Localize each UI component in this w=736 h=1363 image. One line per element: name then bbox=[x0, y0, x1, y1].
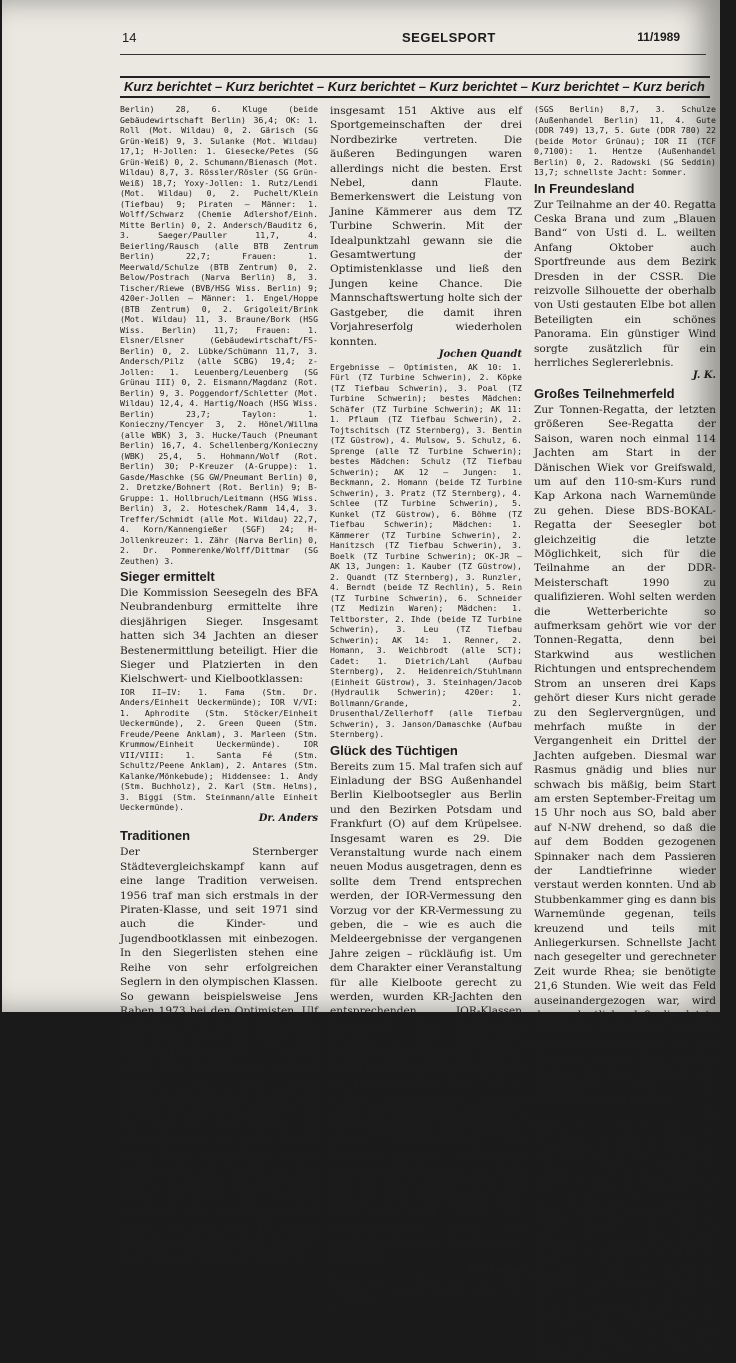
page-number: 14 bbox=[122, 30, 137, 45]
results-block: Ergebnisse – Optimisten, AK 10: 1. Fürl (TZ Turbine Schwerin), 2. Köpke (TZ Tiefbau Schwerin), 3. Poal (TZ Turbine Schwerin); bestes Mädchen: Schäfer (TZ Turbine Schwerin); AK 11: 1. Pflaum (TZ Tiefbau Schwerin), 2. Tojtschitsch (TZ Sternberg), 3. Bentin (TZ Güstrow), 4. Mulsow, 5. Schulz, 6. Sprenge (alle TZ Turbine Schwerin); bestes Mädchen: Schulz (TZ Tiefbau Schwerin); AK 12 – Jungen: 1. Beckmann, 2. Homann (beide TZ Turbine Schwerin), 3. Pratz (TZ Sternberg), 4. Schlee (TZ Turbine Schwerin), 5. Kunkel (TZ Güstrow), 6. Böhme (TZ Tiefbau Schwerin); Mädchen: 1. Kämmerer (TZ Turbine Schwerin), 2. Hanitzsch (TZ Tiefbau Schwerin), 3. Boelk (TZ Turbine Schwerin); OK-JR – AK 13, Jungen: 1. Kauber (TZ Güstrow), 2. Quandt (TZ Sternberg), 3. Runzler, 4. Berndt (beide TZ Rechlin), 5. Rein (TZ Turbine Schwerin), 6. Schneider (TZ Medizin Waren); Mädchen: 1. Teltborster, 2. Ihde (beide TZ Turbine Schwerin), 3. Leu (TZ Tiefbau Schwerin); AK 14: 1. Renner, 2. Homann, 3. Weichbrodt (alle SCT); Cadet: 1. Dietrich/Lahl (Aufbau Sternberg), 2. Heidenreich/Stuhlmann (Einheit Güstrow), 3. Steinhagen/Jacob (Hydraulik Schwerin); 420er: 1. Bollmann/Grande, 2. Drusenthal/Zellerhoff (alle Tiefbau Schwerin), 3. Janson/Damaschke (Aufbau Sternberg). bbox=[330, 361, 522, 739]
article-paragraph: insgesamt 151 Aktive aus elf Sportgemeinschaften der drei Nordbezirke vertreten. Die äußeren Bedingungen waren allerdings nicht die besten. Erst Nebel, dann Flaute. Bemerkenswert die Leistung von Janine Kämmerer aus dem TZ Turbine Schwerin. Mit der Idealpunktzahl gewann sie die Gesamtwertung der Optimistenklasse und ließ den Jungen keine Chance. Die Mannschaftswertung holte sich der Gastgeber, die damit ihren Vorjahreserfolg wiederholen konnten. bbox=[330, 105, 522, 348]
headline-glueck-des-tuechtigen: Glück des Tüchtigen bbox=[330, 742, 458, 758]
author-signature: Ju bbox=[703, 1108, 716, 1120]
article-paragraph: Zur Tonnen-Regatta, der letzten größeren See-Regatta der Saison, waren noch einmal 114 Jachten am Start in der Dänischen Wiek vor Greifswald, um auf den 110-sm-Kurs rund Kap Arkona nach Warnemünde zu gehen. Diese BDS-BOKAL-Regatta der Seesegler bot gleichzeitig die letzte Möglichkeit, sich für die Teilnahme an der DDR-Meisterschaft 1990 zu qualifizieren. Wohl selten werden die Wetterberichte so aufmerksam gehört wie vor der Tonnen-Regatta, denn bei Starkwind aus westlichen Richtungen und entsprechendem Strom an unseren drei Kaps gehört dieser Kurs nicht gerade zu den Seglervergnügen, und mehrfach mußte in der Vergangenheit ein Drittel der Jachten aufgeben. Diesmal war Rasmus gnädig und blies nur schwach bis mäßig, beim Start am ersten September-Freitag um 15 Uhr noch aus SO, bald aber auf N-NW drehend, so daß die auf dem Bodden gezogenen Spinnaker nach dem Passieren der Landtiefrinne wieder verstaut werden konnten. Und ab Stubbenkammer ging es dann bis Warnemünde gegenan, teils kreuzend und teils mit Anliegerkursen. Schnellste Jacht nach gesegelter und gerechneter Zeit wurde Rhea; sie benötigte 21,6 Stunden. Wie weit das Feld auseinandergezogen war, wird daran deutlich, daß die letzte Hiddensee zehneinhalb Stunden nach der ersten ankam. Nach 30 Stunden waren die meisten Jachten im Ziel, während die Nachzügler erst am Sonntagmorgen eintrafen. bbox=[534, 403, 716, 1108]
headline-sieger-ermittelt: Sieger ermittelt bbox=[120, 569, 215, 584]
results-block: (SGS Berlin) 8,7, 3. Schulze (Außenhandel Berlin) 11, 4. Gute (DDR 749) 13,7, 5. Gute (DDR 780) 22 (beide Motor Grünau); IOR II (TCF 0,7100): 1. Hentze (Außenhandel Berlin) 0, 2. Radowski (SG Seddin) 13,7; schnellste Jacht: Sommer. bbox=[534, 104, 716, 177]
headline-grosses-teilnehmerfeld: Großes Teilnehmerfeld bbox=[534, 385, 675, 401]
header-rule bbox=[120, 54, 706, 55]
headline-traditionen: Traditionen bbox=[120, 828, 191, 844]
article-paragraph: Der Sternberger Städtevergleichskampf kann auf eine lange Tradition verweisen. 1956 traf man sich erstmals in der Piraten-Klasse, und seit 1971 sind auch die Kinder- und Jugendbootklassen mit einbezogen. In den Siegerlisten stehen eine Reihe von sehr erfolgreichen Seglern in den olympischen Klassen. So gewann beispielsweise Jens Raben 1973 bei den Optimisten, Ulf Lehmann 1974 in der 420er-Jolle, Jörg Rettig 1977 im Cadet und Junioren-Europameister Jürgen Knuth 1980 bei den Optis. Auch in diesem Jahr war diese Traditionsveranstaltung wieder gut besetzt. Bei den Optis gingen 66, im OK und bei den 420ern 41 beziehungsweise 14 Boote an den Start. Nicht befriedigen können dagegen die acht Starter bei den Cadets. In diesem Zusammenhang taucht die Frage auf: Welchen sportlichen Weg können die Kinder gehen, die aus dem TZ in die Sektionen zurückdelegiert werden? In diesem Jahr waren in Sternberg bbox=[120, 846, 318, 1262]
results-block: Ergebnisse – IOR-Klasse I (TCF 0,7100): 1. Sommer (Motor Grünau) 0, 2. Hoffmann bbox=[330, 1276, 522, 1308]
column-3 bbox=[534, 104, 716, 1363]
issue-number: 11/1989 bbox=[637, 30, 680, 44]
author-signature: Dr. Anders bbox=[258, 812, 318, 824]
article-paragraph: Die Kommission Seesegeln des BFA Neubrandenburg ermittelte ihre diesjährigen Sieger. Insgesamt hatten sich 34 Jachten an dieser Bestenermittlung beteiligt. Hier die Sieger und Platzierten in den Kielschwert- und Kielbootklassen: bbox=[120, 587, 318, 686]
author-signature: K. Manke bbox=[468, 1263, 522, 1275]
results-block: IOR II–IV: 1. Fama (Stm. Dr. Anders/Einheit Ueckermünde); IOR V/VI: 1. Aphrodite (Stm. Stöcker/Einheit Ueckermünde), 2. Green Queen (Stm. Freude/Peene Anklam), 3. Marleen (Stm. Krummow/Einheit Ueckermünde). IOR VII/VIII: 1. Santa Fé (Stm. Schultz/Peene Anklam), 2. Antares (Stm. Kalanke/Mönkebude); Hiddensee: 1. Andy (Stm. Buchholz), 2. Karl (Stm. Helms), 3. Biggi (Stm. Steinmann/alle Einheit Ueckermünde). bbox=[120, 686, 318, 813]
magazine-title: SEGELSPORT bbox=[402, 30, 496, 45]
column-2 bbox=[330, 104, 522, 1308]
column-1 bbox=[120, 104, 318, 1263]
article-paragraph: Zur Teilnahme an der 40. Regatta Ceska Brana und zum „Blauen Band“ von Usti d. L. weilten Anfang Oktober auch Sportfreunde aus dem Bezirk Dresden in der CSSR. Die reizvolle Silhouette der oberhalb von Usti gestauten Elbe bot allen Beteiligten ein schönes Panorama. Ein günstiger Wind sorgte zusätzlich für ein herrliches Seglererlebnis. bbox=[534, 198, 716, 369]
article-paragraph: Bereits zum 15. Mal trafen sich auf Einladung der BSG Außenhandel Berlin Kielbootsegler aus Berlin und den Bezirken Potsdam und Frankfurt (O) auf dem Krüpelsee. Insgesamt waren es 29. Die Veranstaltung wurde nach einem neuen Modus ausgetragen, denn es sollte dem Trend entsprechen werden, der IOR-Vermessung den Vorzug vor der KR-Vermessung zu geben, die – wie es auch die Meldeergebnisse der vergangenen Jahre zeigen – rückläufig ist. Um dem Charakter einer Veranstaltung für alle Kielboote gerecht zu werden, wurden KR-Jachten den entsprechenden IOR-Klassen zugeordnet. Die Wettfahrten wurden in zwei IOR-Klassen gestartet und es hat sich gezeigt, daß die Trennung in zwei Klassen ab 1990 bei dem Wert TCF = 0,7000 vorgenommen werden sollte. Die Wettfahrten selbst litten unter Windmangel, obgleich keine wegen Überschreitung des Zeitlimits vorzeitig abgebrochen werden mußte. Rasmus war stets kurz vor dem Start zur Stelle und auch bis zum Schlußsignal aktiv. Man kann auch sagen: Die Wettfahrtleitung hatte das berühmte Glück des Tüchtigen auf ihrer Seite. bbox=[330, 760, 522, 1263]
headline-in-freundesland: In Freundesland bbox=[534, 180, 635, 196]
results-block: Ergebnisse – Klasse I–III (13 Teilnehmer): 1. EMA, 2. Nadir, 3. Universitas, 4. Gadus, 5. Wiking, 6. Knechtsand; Klasse IV (16): 1. Rhea, 2. Deern, 3. Baltic, 4. Holiday, 5. Vineta, 6. Han, 7. Goor; Klasse V (14): 1. Mona, 2. Atlantic, 3. Venus, 4. Mephisto, 5. Goldmarie, 6. Boreas, 7. Regin; Klasse VI (13): 1. Hanseat, 2. Venus, 3. Elba, 4. Greif, 5. Alhena, 6. Sirius; Klasse VII (13): 1. Strela, 2. Strela II, 3. Milan, 4. Spray, 5. Timpe Te, 6. Tabaluga; Sund (13): 1. Crypa, 2. Playgirl, 3. Zeus, 5. Triba, 5. Swantewit, 6. Santina; Hiddensee (27): 1. Fem III, 2. Kalmar, 3. Sunny, 4. Simpukku, 5. Rasmus, 6. Hiddensee 7, 7. Kreuz As, 8. Andy, 9. Vagel Grien, 10. Stubber, 11. Test, 12. Benito, 13. Mary Ann; Hiddensee B (4): 1. Boe, 2. Väterchen Frost. bbox=[534, 1121, 716, 1363]
section-band: Kurz berichtet – Kurz berichtet – Kurz berichtet – Kurz berichtet – Kurz berichtet – Kurz berich bbox=[120, 76, 710, 98]
running-header bbox=[122, 30, 680, 52]
author-signature: Jochen Quandt bbox=[438, 348, 522, 360]
author-signature: J. K. bbox=[692, 370, 716, 382]
results-block: Berlin) 28, 6. Kluge (beide Gebäudewirtschaft Berlin) 36,4; OK: 1. Roll (Mot. Wildau) 0, 2. Gärisch (SG Grün-Weiß) 9, 3. Sulanke (Mot. Wildau) 17,1; H-Jollen: 1. Giesecke/Petes (SG Grün-Weiß) 0, 2. Schumann/Bienasch (Mot. Wildau) 8,7, 3. Rössler/Rösler (SG Grün-Weiß) 18,7; Yoxy-Jollen: 1. Rutz/Lendi (Mot. Wildau) 0, 2. Puchelt/Klein (Tiefbau) 9; Piraten – Männer: 1. Wolff/Schwarz (Chemie Adlershof/Einh. Mitte Berlin) 0, 2. Andersch/Bauditz 6, 3. Saeger/Pauller 11,7, 4. Beierling/Rausch (alle BTB Zentrum Berlin) 22,7; Frauen: 1. Meerwald/Schulze (BTB Zentrum) 0, 2. Below/Postrach (Narva Berlin) 8, 3. Tischer/Riewe (BVB/HSG Wiss. Berlin) 9; 420er-Jollen – Männer: 1. Engel/Hoppe (BTB Zentrum) 0, 2. Grigoleit/Brink (Mot. Wildau) 11, 3. Braune/Bork (HSG Wiss. Berlin) 11,7; Frauen: 1. Elsner/Elsner (Gebäudewirtschaft/FS-Berlin) 0, 2. Lübke/Schümann 11,7, 3. Andersch/Pilz (alle SCBG) 19,4; z-Jollen: 1. Leuenberg/Leuenberg (SG Grünau III) 0, 2. Eismann/Magdanz (Rot. Berlin) 9, 3. Poggendorf/Schletter (Mot. Wildau) 12,4, 4. Hartig/Noach (HSG Wiss. Berlin) 23,7; Taylon: 1. Konieczny/Tencyer 3, 2. Hönel/Willma (alle WBK) 3, 3. Hucke/Tauch (Pneumant Berlin) 16,7, 4. Schellenberg/Konieczny (WBK) 25,4, 5. Hohmann/Wolf (Rot. Berlin) 30; P-Kreuzer (A-Gruppe): 1. Gasde/Maschke (SG GW/Pneumant Berlin) 0, 2. Dretzke/Bohnert (Rot. Berlin) 9; B-Gruppe: 1. Hollbruch/Leitmann (HSG Wiss. Berlin) 3, 2. Hoteschek/Ramm 14,4, 3. Treffer/Schmidt (alle Mot. Wildau) 22,7, 4. Korn/Kannengießer (SGF) 24; H-Jollenkreuzer: 1. Zähr (Narva Berlin) 0, 2. Dr. Pommerenke/Wolff/Dittmar (SG Zeuthen) 3. bbox=[120, 104, 318, 566]
magazine-page bbox=[2, 0, 720, 1363]
